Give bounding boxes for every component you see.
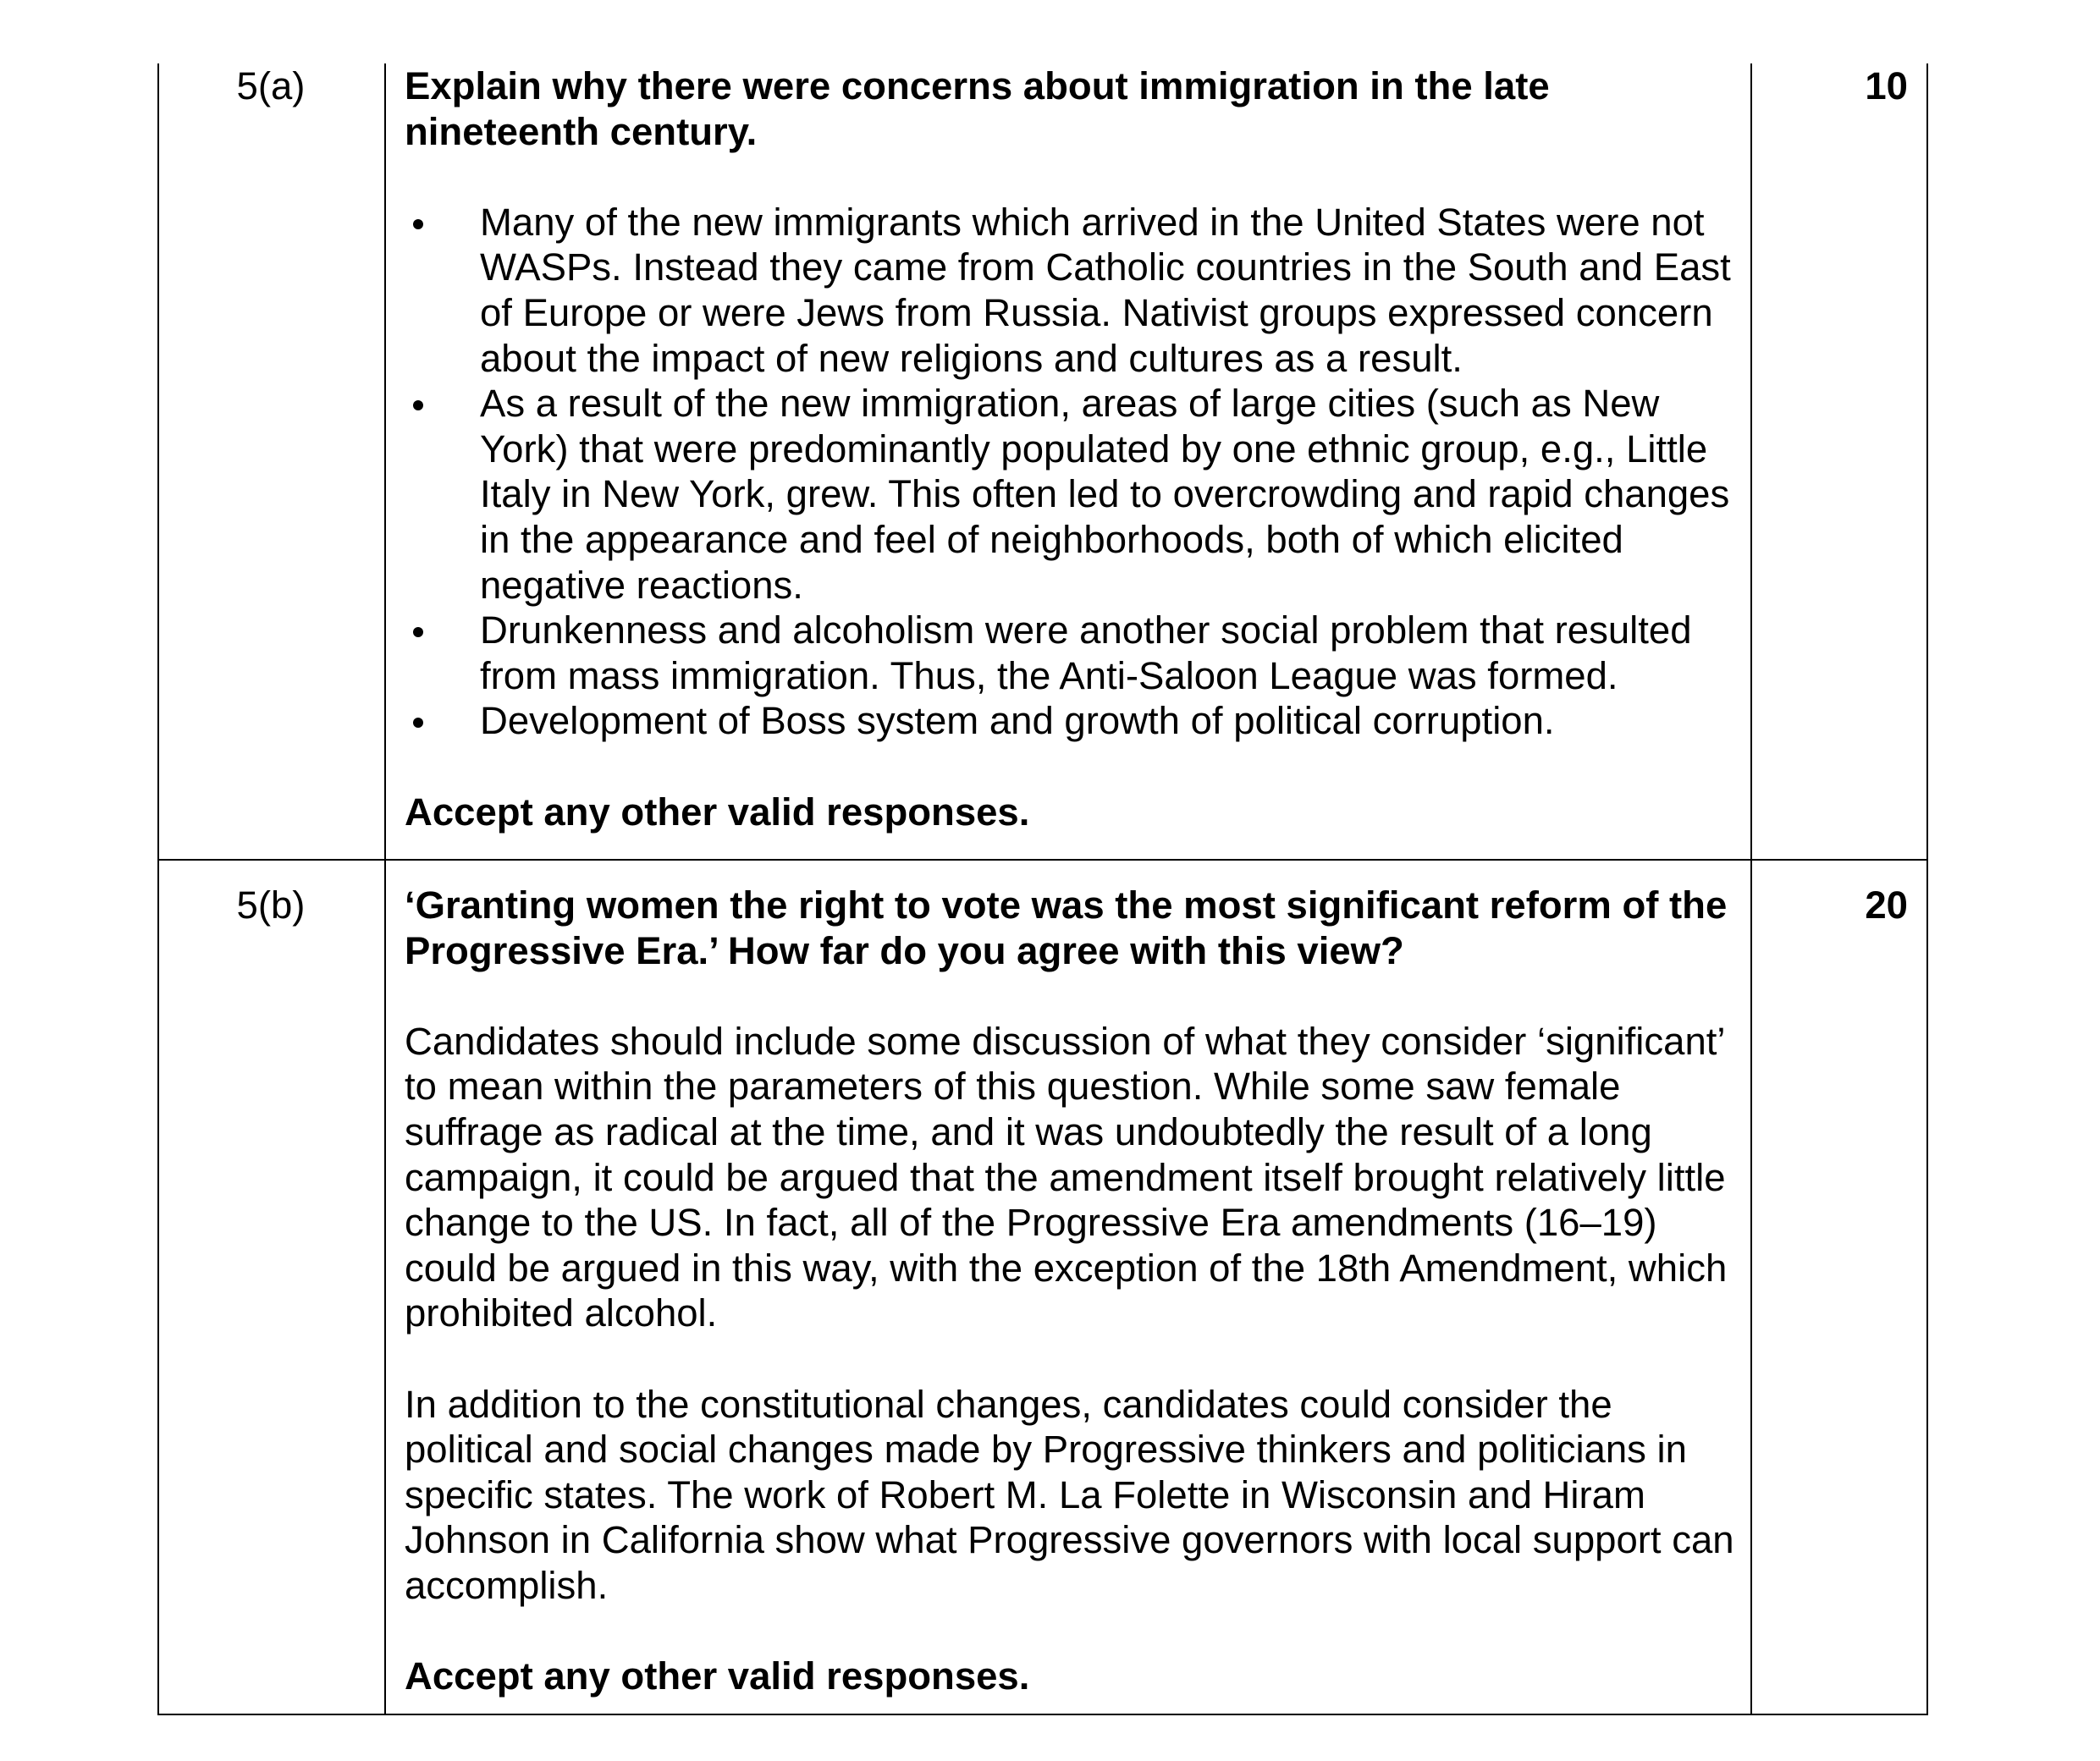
answer-bullet-list — [405, 200, 1750, 744]
list-item: Many of the new immigrants which arrived in the United States were not WASPs. Instead they came from Catholic countries in the South and East of Europe or were Jews from Russia. Nativist groups expressed concern about the impact of new religions and cultures as a result. — [405, 200, 1750, 381]
answer-paragraph: In addition to the constitutional changes, candidates could consider the political and social changes made by Progressive thinkers and politicians in specific states. The work of Robert M. La Folette in Wisconsin and Hiram Johnson in California show what Progressive governors with local support can accomplish. — [405, 1382, 1734, 1607]
table-border-right — [1926, 63, 1928, 1715]
question-marks: 20 — [1865, 883, 1908, 927]
list-item: Development of Boss system and growth of political corruption. — [405, 698, 1750, 744]
accept-note: Accept any other valid responses. — [405, 1654, 1030, 1698]
bullet-icon — [413, 718, 423, 728]
answer-paragraph: Candidates should include some discussion of what they consider ‘significant’ to mean within the parameters of this question. While some saw female suffrage as radical at the time, and it was undoubtedly the result of a long campaign, it could be argued that the amendment itself brought relatively little change to the US. In fact, all of the Progressive Era amendments (16–19) could be argued in this way, with the exception of the 18th Amendment, which prohibited alcohol. — [405, 1019, 1728, 1335]
bullet-icon — [413, 627, 423, 637]
question-number: 5(b) — [236, 883, 306, 927]
question-marks: 10 — [1865, 64, 1908, 107]
question-text: Explain why there were concerns about immigration in the late nineteenth century. — [405, 64, 1550, 153]
table-border-bottom — [157, 1714, 1928, 1715]
bullet-icon — [413, 400, 423, 410]
accept-note: Accept any other valid responses. — [405, 790, 1030, 834]
column-divider-number — [384, 63, 386, 1715]
question-content — [405, 63, 1750, 834]
list-item: As a result of the new immigration, areas of large cities (such as New York) that were predominantly populated by one ethnic group, e.g., Little Italy in New York, grew. This often led to overcrowding and rapid changes in the appearance and feel of neighborhoods, both of which elicited negative reactions. — [405, 381, 1750, 608]
list-item: Drunkenness and alcoholism were another social problem that resulted from mass immigration. Thus, the Anti-Saloon League was formed. — [405, 608, 1750, 698]
bullet-icon — [413, 219, 423, 229]
question-number: 5(a) — [236, 64, 306, 107]
question-text: ‘Granting women the right to vote was the most significant reform of the Progressive Era.’ How far do you agree with this view? — [405, 883, 1728, 972]
row-divider — [157, 859, 1926, 861]
question-content — [405, 883, 1750, 1699]
